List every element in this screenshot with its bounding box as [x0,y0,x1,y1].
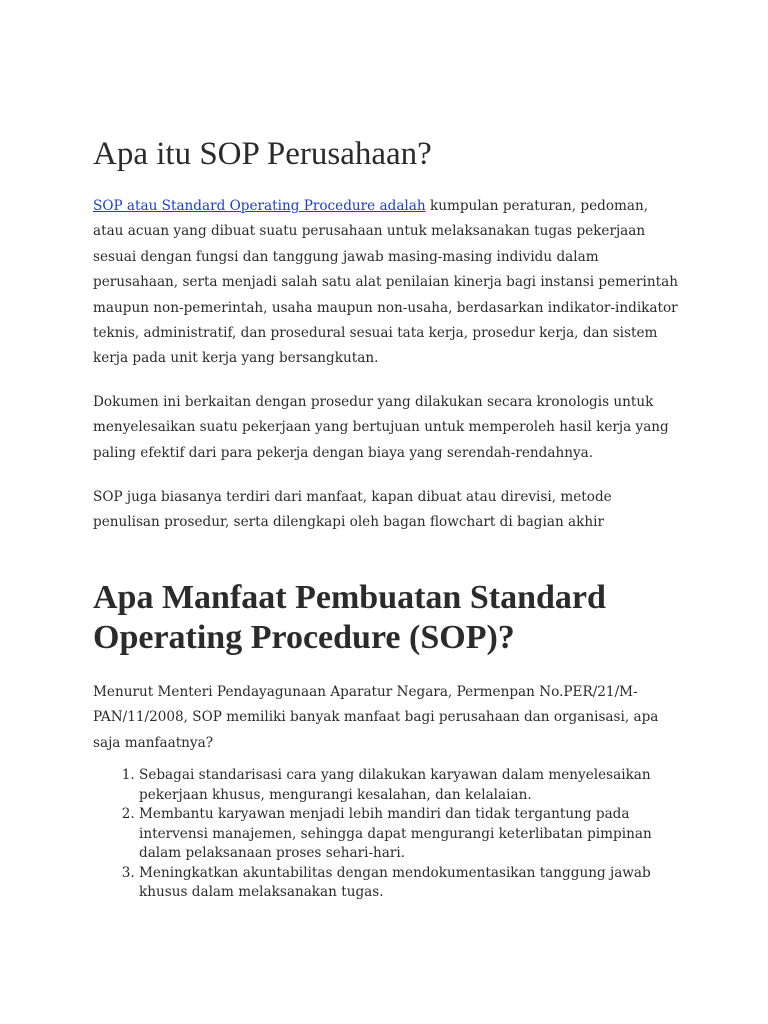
paragraph-contents: SOP juga biasanya terdiri dari manfaat, kapan dibuat atau direvisi, metode penulisan prosedur, serta dilengkapi oleh bagan flowchart di bagian akhir [93,489,612,531]
paragraph-intro: Menurut Menteri Pendayagunaan Aparatur Negara, Permenpan No.PER/21/M-PAN/11/2008, SOP memiliki banyak manfaat bagi perusahaan dan organisasi, apa saja manfaatnya? [93,684,659,751]
list-item: 1. Sebagai standarisasi cara yang dilakukan karyawan dalam menyelesaikan pekerjaan khusus, mengurangi kesalahan, dan kelalaian. [139,766,685,805]
section-heading-sop: Apa itu SOP Perusahaan? [93,136,432,172]
list-item: 2. Membantu karyawan menjadi lebih mandiri dan tidak tergantung pada intervensi manajemen, sehingga dapat mengurangi keterlibatan pimpinan dalam pelaksanaan proses sehari-hari. [139,805,685,864]
paragraph-document: Dokumen ini berkaitan dengan prosedur yang dilakukan secara kronologis untuk menyelesaikan suatu pekerjaan yang bertujuan untuk memperoleh hasil kerja yang paling efektif dari para pekerja dengan biaya yang serendah-rendahnya. [93,394,669,461]
sop-definition-link[interactable]: SOP atau Standard Operating Procedure adalah [93,198,426,214]
section-heading-manfaat: Apa Manfaat Pembuatan Standard Operating Procedure (SOP)? [93,579,606,656]
paragraph-definition-text: kumpulan peraturan, pedoman, atau acuan yang dibuat suatu perusahaan untuk melaksanakan tugas pekerjaan sesuai dengan fungsi dan tanggung jawab masing-masing individu dalam perusahaan, serta menjadi salah satu alat penilaian kinerja bagi instansi pemerintah maupun non-pemerintah, usaha maupun non-usaha, berdasarkan indikator-indikator teknis, administratif, dan prosedural sesuai tata kerja, prosedur kerja, dan sistem kerja pada unit kerja yang bersangkutan. [93,198,678,367]
benefits-list [93,766,685,903]
list-item: 3. Meningkatkan akuntabilitas dengan mendokumentasikan tanggung jawab khusus dalam melaksanakan tugas. [139,864,685,903]
paragraph-definition [93,194,679,372]
